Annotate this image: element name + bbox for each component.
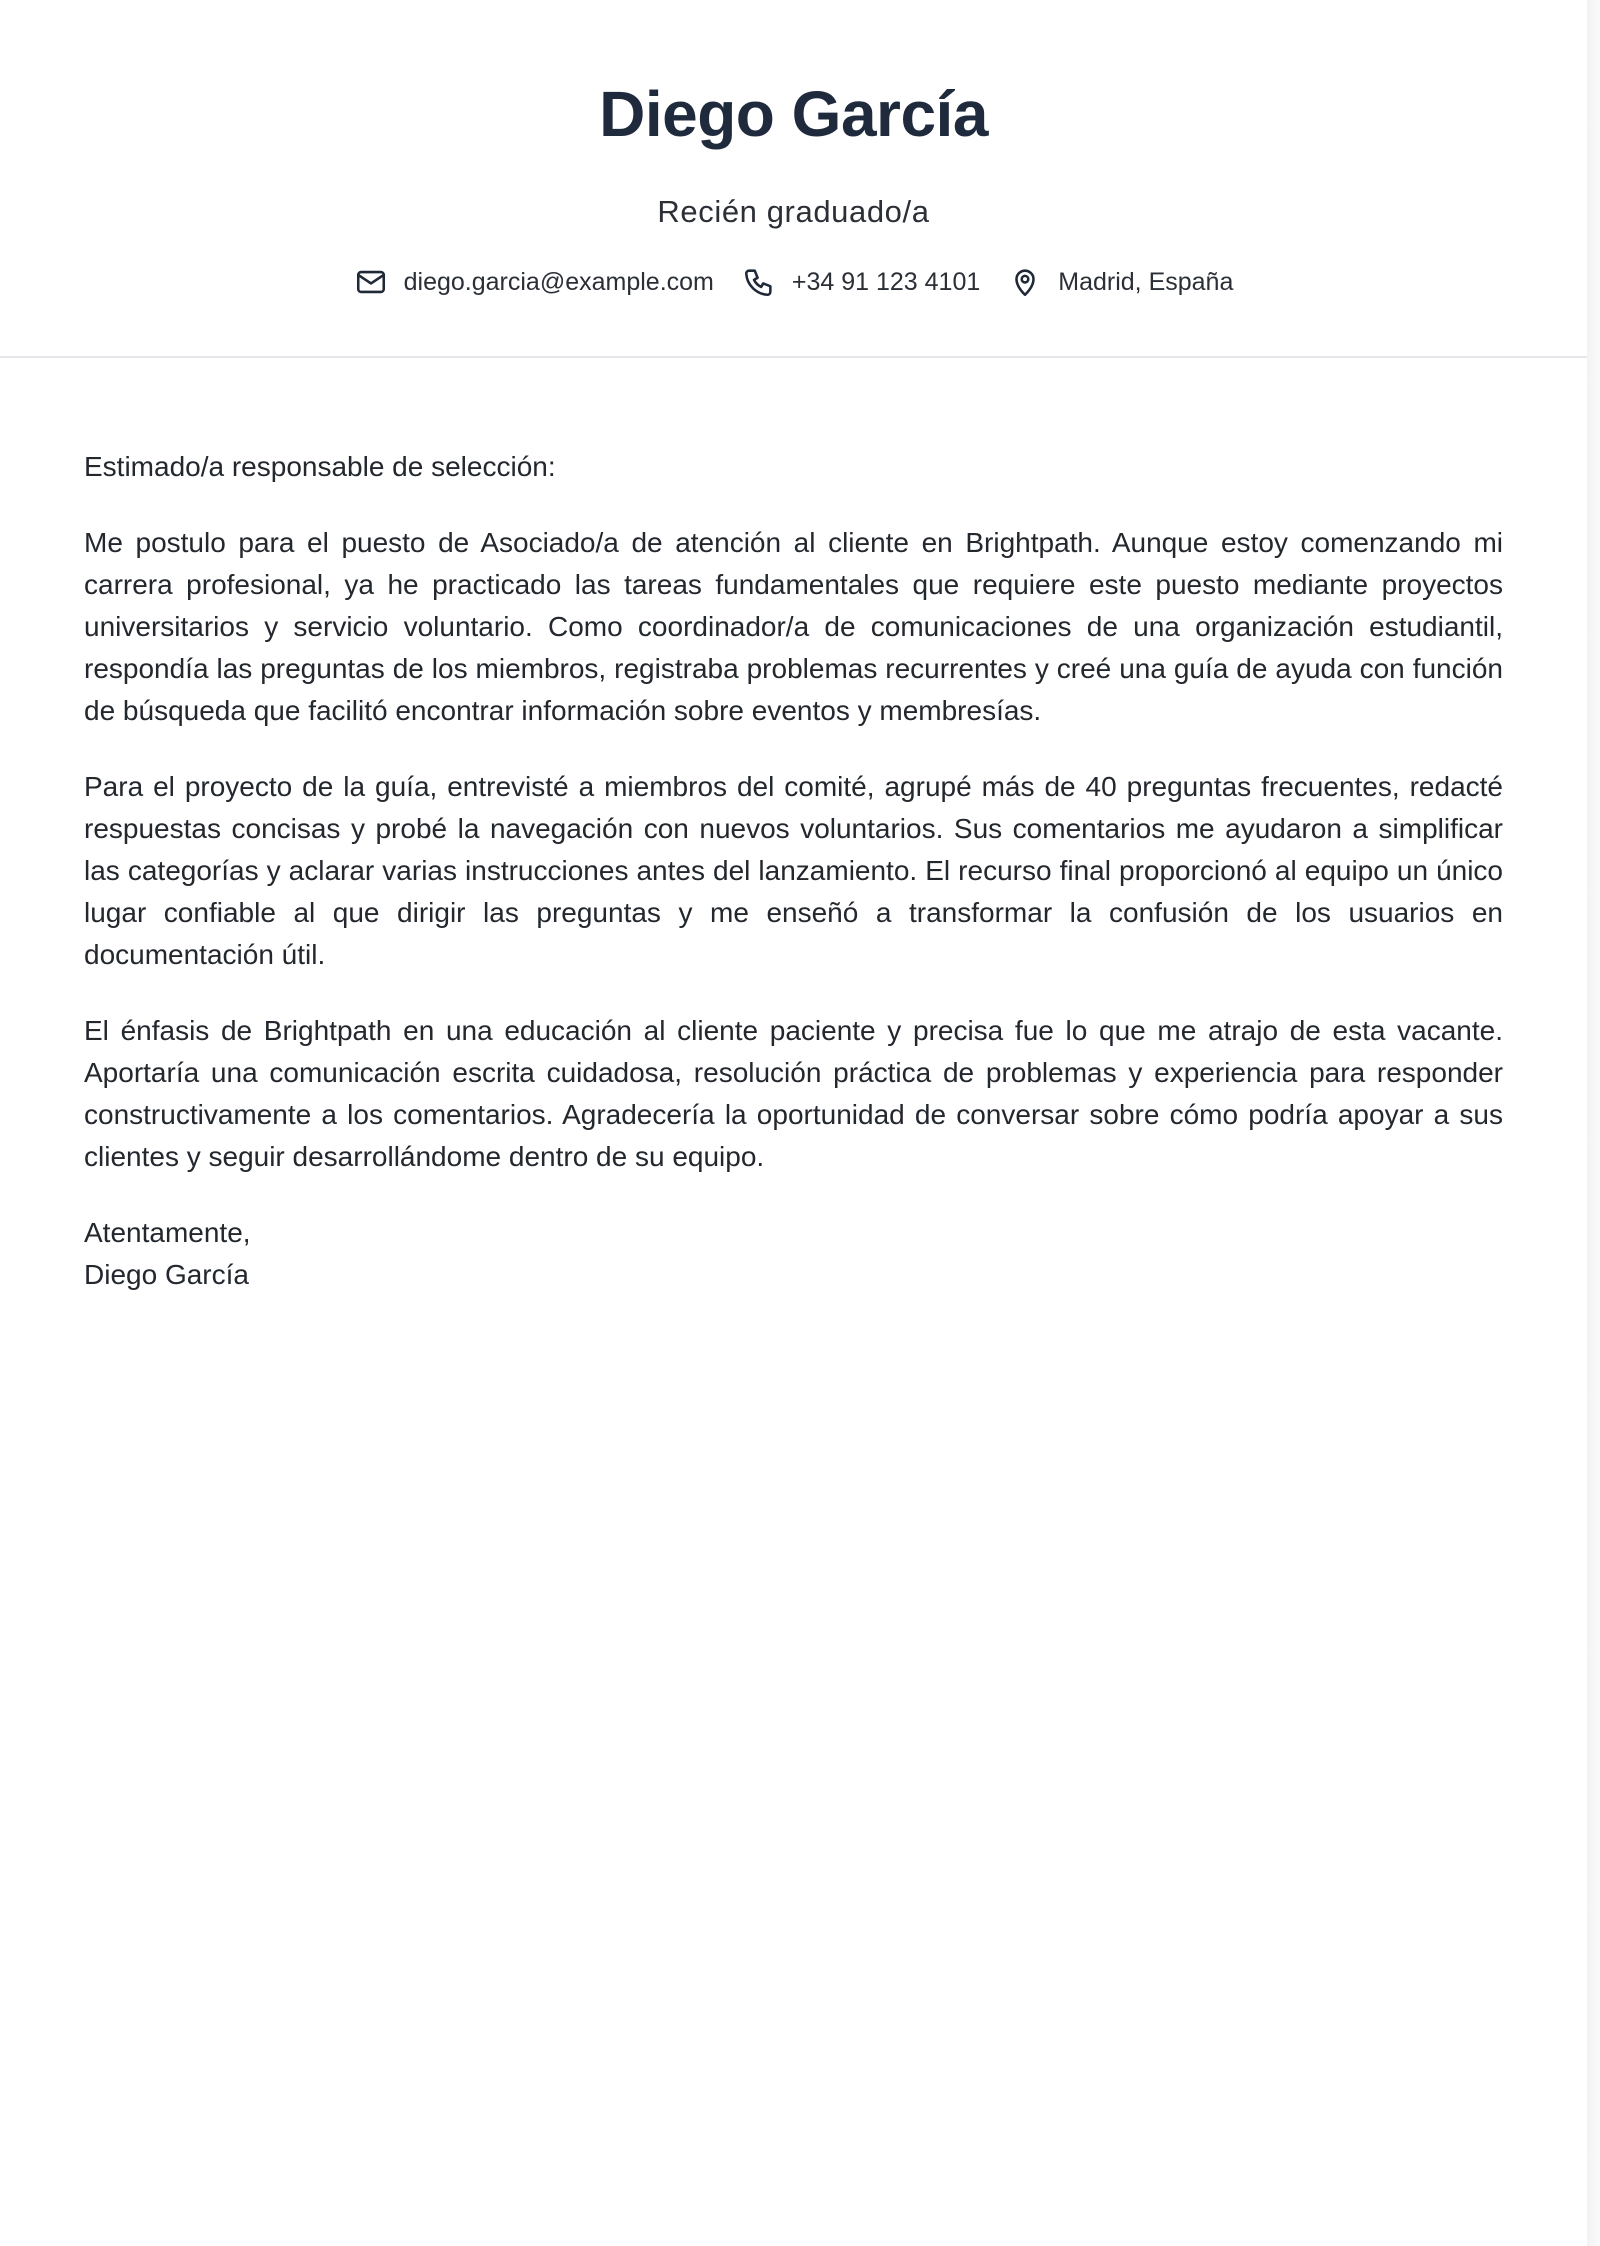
letter-greeting: Estimado/a responsable de selección: bbox=[84, 451, 556, 482]
applicant-name: Diego García bbox=[599, 78, 988, 150]
contact-info bbox=[0, 262, 1587, 302]
map-pin-icon bbox=[1008, 265, 1042, 299]
letter-paragraph: Para el proyecto de la guía, entrevisté a miembros del comité, agrupé más de 40 preguntas frecuentes, redacté respuestas concisas y probé la navegación con nuevos voluntarios. Sus comentarios me ayudaron a simplificar las categorías y aclarar varias instrucciones antes del lanzamiento. El recurso final proporcionó al equipo un único lugar confiable al que dirigir las preguntas y me enseñó a transformar la confusión de los usuarios en documentación útil. bbox=[84, 771, 1503, 970]
letter-header bbox=[0, 0, 1587, 358]
letter-signature: Diego García bbox=[84, 1259, 249, 1290]
email-text[interactable]: diego.garcia@example.com bbox=[403, 267, 714, 296]
location-text: Madrid, España bbox=[1058, 267, 1234, 296]
letter-paragraph: El énfasis de Brightpath en una educación al cliente paciente y precisa fue lo que me atrajo de esta vacante. Aportaría una comunicación escrita cuidadosa, resolución práctica de problemas y experiencia para responder constructivamente a los comentarios. Agradecería la oportunidad de conversar sobre cómo podría apoyar a sus clientes y seguir desarrollándome dentro de su equipo. bbox=[84, 1015, 1503, 1172]
phone-text[interactable]: +34 91 123 4101 bbox=[791, 267, 981, 296]
letter-body bbox=[84, 446, 1503, 1296]
mail-icon bbox=[354, 265, 388, 299]
letter-paragraph: Me postulo para el puesto de Asociado/a de atención al cliente en Brightpath. Aunque estoy comenzando mi carrera profesional, ya he practicado las tareas fundamentales que requiere este puesto mediante proyectos universitarios y servicio voluntario. Como coordinador/a de comunicaciones de una organización estudiantil, respondía las preguntas de los miembros, registraba problemas recurrentes y creé una guía de ayuda con función de búsqueda que facilitó encontrar información sobre eventos y membresías. bbox=[84, 527, 1503, 726]
applicant-role: Recién graduado/a bbox=[657, 194, 930, 229]
contact-email bbox=[354, 265, 714, 299]
phone-icon bbox=[742, 265, 776, 299]
page-edge bbox=[1587, 0, 1600, 2246]
letter-closing: Atentamente, bbox=[84, 1217, 251, 1248]
contact-phone bbox=[742, 265, 980, 299]
contact-location bbox=[1008, 265, 1233, 299]
